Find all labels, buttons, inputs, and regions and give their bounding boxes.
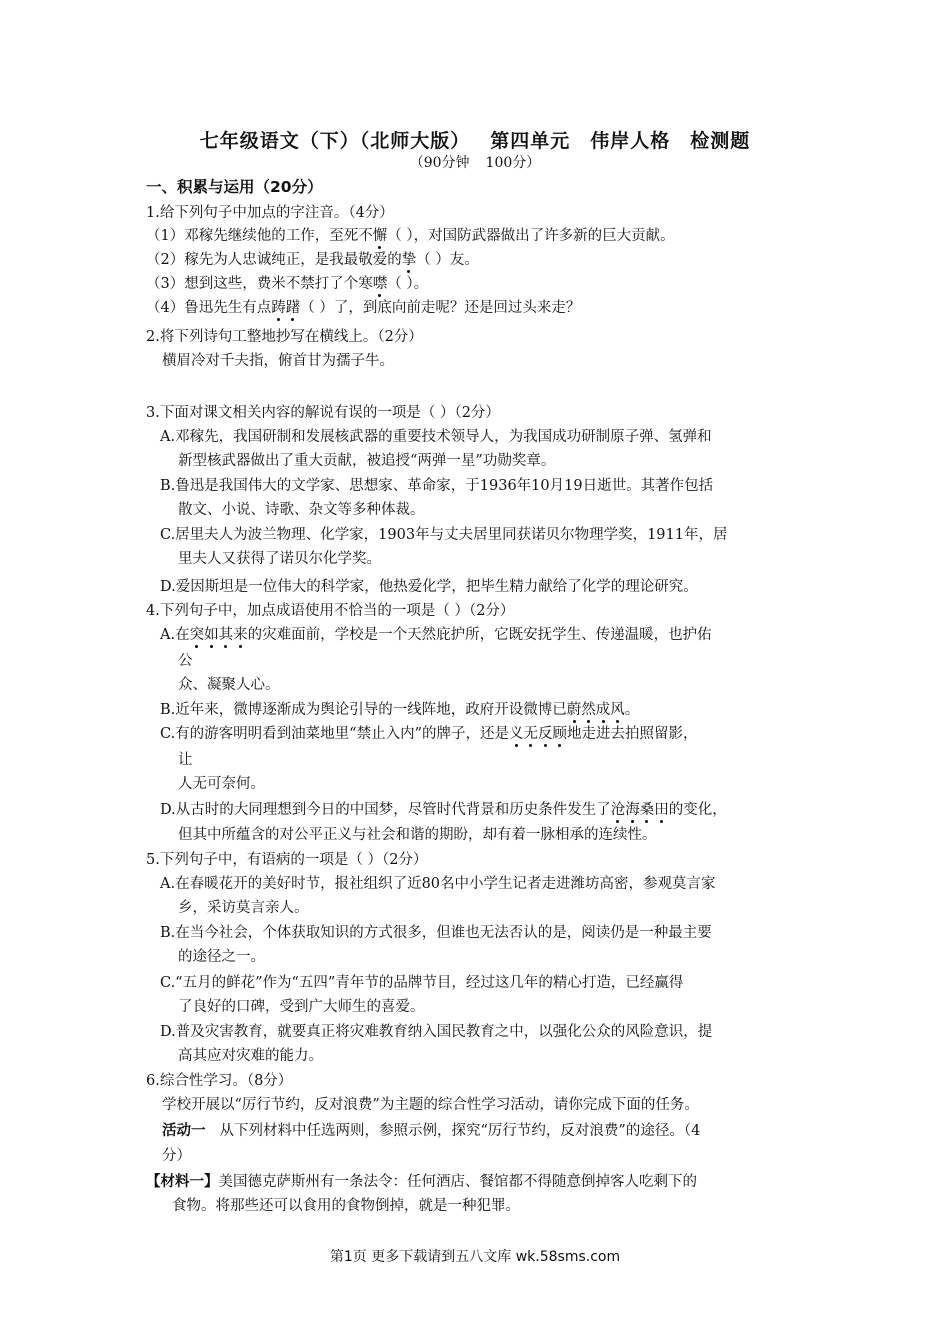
q4-option-c-cont: 让 xyxy=(178,752,193,768)
dotted-char: 懈 xyxy=(372,228,388,244)
q3-option-b-cont: 散文、小说、诗歌、杂文等多种体裁。 xyxy=(178,502,425,518)
q5-option-b: B.在当今社会，个体获取知识的方式很多，但谁也无法否认的是，阅读仍是一种最主要 xyxy=(160,925,712,941)
q4-option-d xyxy=(160,800,727,820)
dotted-char: 反 xyxy=(538,726,553,742)
q1-item-4 xyxy=(146,298,580,318)
q3-stem: 3.下面对课文相关内容的解说有误的一项是（ ）（2分） xyxy=(146,405,500,421)
title-part: 七年级语文（下）（北师大版） xyxy=(199,130,471,152)
text: （2）稼先为人忠诚纯正，是我最敬爱的 xyxy=(146,252,402,268)
q1-item-2 xyxy=(146,250,479,270)
dotted-char: 如 xyxy=(204,627,219,643)
q4-option-a-cont: 公 xyxy=(178,653,193,669)
q4-option-a xyxy=(160,625,712,645)
q5-option-a-cont: 乡，采访莫言亲人。 xyxy=(178,900,309,916)
q2-stem: 2.将下列诗句工整地抄写在横线上。（2分） xyxy=(146,329,423,345)
text: C.有的游客明明看到油菜地里“禁止入内”的牌子，还是 xyxy=(160,726,510,742)
q3-option-b: B.鲁迅是我国伟大的文学家、思想家、革命家，于1936年10月19日逝世。其著作包括 xyxy=(160,478,714,494)
q6-activity-1-cont: 分） xyxy=(162,1148,191,1164)
text: （ ）友。 xyxy=(416,252,479,268)
text: （1）邓稼先继续他的工作，至死不 xyxy=(146,228,373,244)
text: B.近年来，微博逐渐成为舆论引导的一线阵地，政府开设微博已 xyxy=(160,702,567,718)
text: （ ）了，到底向前走呢？还是回过头来走？ xyxy=(300,300,581,316)
q5-option-c-cont: 了良好的口碑，受到广大师生的喜爱。 xyxy=(178,999,425,1015)
dotted-char: 躇 xyxy=(285,300,301,316)
dotted-char: 风 xyxy=(610,702,625,718)
q4-option-d-cont: 但其中所蕴含的对公平正义与社会和谐的期盼，却有着一脉相承的连续性。 xyxy=(178,827,657,843)
q5-option-d-cont: 高其应对灾难的能力。 xyxy=(178,1048,323,1064)
q6-activity-1 xyxy=(162,1121,700,1141)
text: D.从古时的大同理想到今日的中国梦，尽管时代背景和历史条件发生了 xyxy=(160,802,611,818)
dotted-char: 踌 xyxy=(271,300,286,316)
dotted-char: 无 xyxy=(523,726,539,742)
title-part: 第四单元 xyxy=(490,130,571,152)
q5-option-c: C.“五月的鲜花”作为“五四”青年节的品牌节目，经过这几年的精心打造，已经赢得 xyxy=(160,975,684,991)
activity-text: 从下列材料中任选两则，参照示例，探究“厉行节约，反对浪费”的途径。（4 xyxy=(219,1123,701,1139)
page-subtitle xyxy=(0,152,950,172)
dotted-char: 沧 xyxy=(610,802,626,818)
page-title xyxy=(0,126,950,153)
title-part: 检测题 xyxy=(690,130,751,152)
q3-option-a-cont: 新型核武器做出了重大贡献，被追授“两弹一星”功勋奖章。 xyxy=(178,453,556,469)
subtitle-part: （90分钟 xyxy=(409,155,470,171)
text: （3）想到这些，费米不禁打了个寒 xyxy=(146,276,373,292)
dotted-char: 义 xyxy=(509,726,524,742)
q3-option-c: C.居里夫人为波兰物理、化学家，1903年与丈夫居里同获诺贝尔物理学奖，1911年，居 xyxy=(160,527,728,543)
activity-label: 活动一 xyxy=(162,1123,206,1139)
q1-stem: 1.给下列句子中加点的字注音。（4分） xyxy=(146,205,394,221)
q6-material-1 xyxy=(146,1172,697,1192)
q1-item-1 xyxy=(146,226,675,246)
text: 的变化， xyxy=(668,802,727,818)
q1-item-3 xyxy=(146,274,428,294)
q4-option-a-cont2: 众、凝聚人心。 xyxy=(178,677,280,693)
section-heading: 一、积累与运用（20分） xyxy=(146,178,323,196)
text: （ ）。 xyxy=(387,276,429,292)
dotted-char: 噤 xyxy=(372,276,388,292)
q5-option-d: D.普及灾害教育，就要真正将灾难教育纳入国民教育之中，以强化公众的风险意识，提 xyxy=(160,1024,713,1040)
q3-option-c-cont: 里夫人又获得了诺贝尔化学奖。 xyxy=(178,551,381,567)
dotted-char: 突 xyxy=(189,627,205,643)
dotted-char: 成 xyxy=(595,702,611,718)
dotted-char: 桑 xyxy=(639,802,655,818)
material-text: 美国德克萨斯州有一条法令：任何酒店、餐馆都不得随意倒掉客人吃剩下的 xyxy=(218,1174,697,1190)
q6-intro: 学校开展以“厉行节约，反对浪费”为主题的综合性学习活动，请你完成下面的任务。 xyxy=(162,1097,699,1113)
text: （ ），对国防武器做出了许多新的巨大贡献。 xyxy=(387,228,675,244)
q4-option-b xyxy=(160,700,639,720)
dotted-char: 顾 xyxy=(552,726,568,742)
q5-option-b-cont: 的途径之一。 xyxy=(178,949,265,965)
dotted-char: 蔚 xyxy=(566,702,582,718)
q3-option-a: A.邓稼先，我国研制和发展核武器的重要技术领导人，为我国成功研制原子弹、氢弹和 xyxy=(160,429,712,445)
q4-option-c xyxy=(160,724,698,744)
title-part: 伟岸人格 xyxy=(590,130,671,152)
text: 的灾难面前，学校是一个天然庇护所，它既安抚学生、传递温暖，也护佑 xyxy=(247,627,712,643)
q4-option-c-cont2: 人无可奈何。 xyxy=(178,776,265,792)
text: A.在 xyxy=(160,627,190,643)
dotted-char: 海 xyxy=(625,802,640,818)
dotted-char: 然 xyxy=(581,702,596,718)
q6-stem: 6.综合性学习。（8分） xyxy=(146,1073,293,1089)
q4-stem: 4.下列句子中，加点成语使用不恰当的一项是（ ）（2分） xyxy=(146,603,515,619)
material-label: 【材料一】 xyxy=(146,1174,219,1190)
q5-option-a: A.在春暖花开的美好时节，报社组织了近80名中小学生记者走进潍坊高密，参观莫言家 xyxy=(160,876,716,892)
q5-stem: 5.下列句子中，有语病的一项是（ ）（2分） xyxy=(146,852,428,868)
dotted-char: 挚 xyxy=(401,252,417,268)
subtitle-part: 100分） xyxy=(485,155,541,171)
page-footer: 第1页 更多下载请到五八文库 wk.58sms.com xyxy=(329,1249,621,1265)
q3-option-d: D.爱因斯坦是一位伟大的科学家，他热爱化学，把毕生精力献给了化学的理论研究。 xyxy=(160,579,698,595)
dotted-char: 其 xyxy=(218,627,234,643)
q6-material-1-cont: 食物。将那些还可以食用的食物倒掉，就是一种犯罪。 xyxy=(172,1198,520,1214)
text: 。 xyxy=(624,702,640,718)
q2-poem: 横眉冷对千夫指，俯首甘为孺子牛。 xyxy=(162,353,394,369)
text: （4）鲁迅先生有点 xyxy=(146,300,272,316)
dotted-char: 来 xyxy=(233,627,248,643)
dotted-char: 田 xyxy=(654,802,669,818)
text: 地走进去拍照留影， xyxy=(567,726,698,742)
